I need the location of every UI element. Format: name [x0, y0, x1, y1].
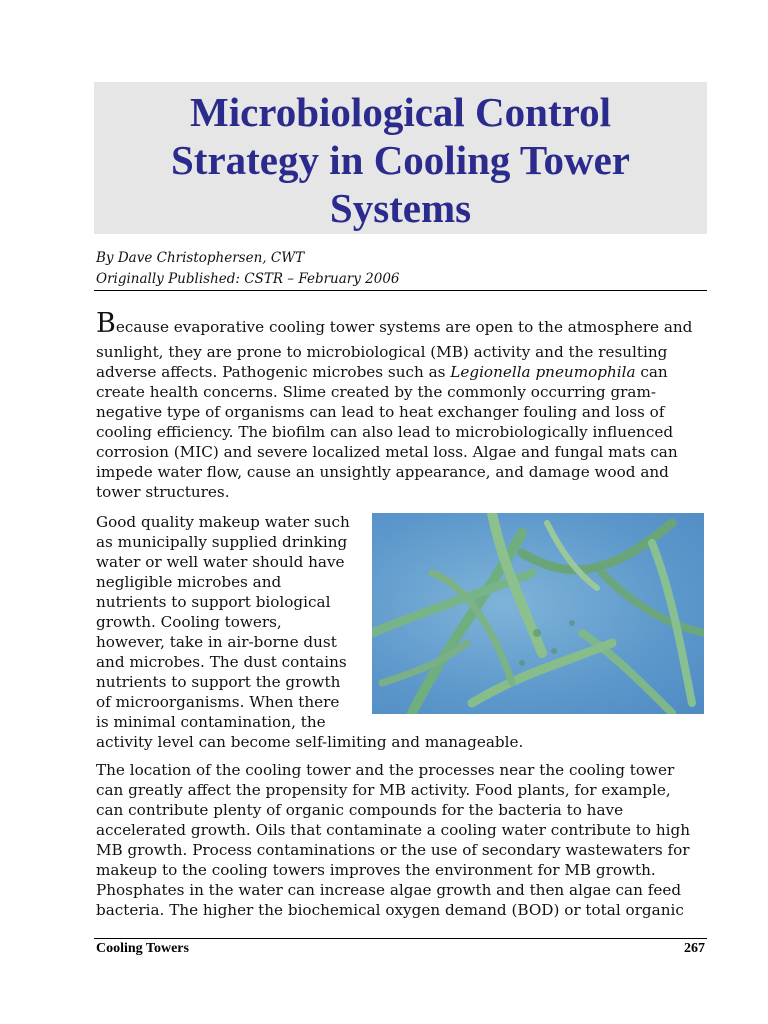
body-line: water or well water should have [96, 553, 345, 571]
algae-filaments-image [372, 513, 704, 714]
body-line: of microorganisms. When there [96, 693, 340, 711]
body-line: and microbes. The dust contains [96, 653, 347, 671]
body-line: can contribute plenty of organic compounds for the bacteria to have [96, 801, 624, 819]
intro-line-4: create health concerns. Slime created by the commonly occurring gram- [96, 383, 657, 401]
body-line: negligible microbes and [96, 573, 282, 591]
header-divider [94, 290, 707, 291]
body-line: nutrients to support the growth [96, 673, 341, 691]
intro-line-1: Because evaporative cooling tower systems are open to the atmosphere and [96, 308, 693, 339]
body-line: however, take in air-borne dust [96, 633, 337, 651]
microscope-photo [372, 513, 704, 714]
body-line: The location of the cooling tower and the processes near the cooling tower [96, 761, 675, 779]
title-line-2: Strategy in Cooling Tower [171, 137, 630, 183]
intro-line-9: tower structures. [96, 483, 230, 501]
page-number: 267 [684, 941, 705, 956]
body-line: Good quality makeup water such [96, 513, 350, 531]
title-line-3: Systems [329, 185, 472, 231]
body-line: makeup to the cooling towers improves the environment for MB growth. [96, 861, 656, 879]
drop-cap: B [96, 308, 116, 339]
body-line: nutrients to support biological [96, 593, 331, 611]
body-line: bacteria. The higher the biochemical oxygen demand (BOD) or total organic [96, 901, 684, 919]
intro-line-5: negative type of organisms can lead to heat exchanger fouling and loss of [96, 403, 665, 421]
title-banner [94, 82, 707, 234]
author-line: By Dave Christophersen, CWT [96, 250, 305, 266]
intro-line-8: impede water flow, cause an unsightly appearance, and damage wood and [96, 463, 669, 481]
page-title [94, 82, 707, 232]
byline [96, 248, 400, 290]
body-line: can greatly affect the propensity for MB activity. Food plants, for example, [96, 781, 671, 799]
body-line: accelerated growth. Oils that contaminate a cooling water contribute to high [96, 821, 691, 839]
footer-divider [94, 938, 707, 939]
body-line: activity level can become self-limiting and manageable. [96, 733, 524, 751]
intro-line-3: adverse affects. Pathogenic microbes such as Legionella pneumophila can [96, 363, 668, 381]
published-line: Originally Published: CSTR – February 2006 [96, 271, 400, 287]
body-line: as municipally supplied drinking [96, 533, 348, 551]
body-line: growth. Cooling towers, [96, 613, 282, 631]
title-line-1: Microbiological Control [190, 89, 611, 135]
footer-section-label: Cooling Towers [96, 941, 189, 956]
intro-paragraph [96, 308, 706, 502]
intro-line-6: cooling efficiency. The biofilm can also lead to microbiologically influenced [96, 423, 674, 441]
body-line: Phosphates in the water can increase algae growth and then algae can feed [96, 881, 682, 899]
intro-line-2: sunlight, they are prone to microbiological (MB) activity and the resulting [96, 343, 668, 361]
body-line: MB growth. Process contaminations or the use of secondary wastewaters for [96, 841, 690, 859]
intro-line-7: corrosion (MIC) and severe localized metal loss. Algae and fungal mats can [96, 443, 678, 461]
species-name: Legionella pneumophila [450, 363, 636, 381]
body-line: is minimal contamination, the [96, 713, 326, 731]
location-paragraph [96, 760, 706, 920]
